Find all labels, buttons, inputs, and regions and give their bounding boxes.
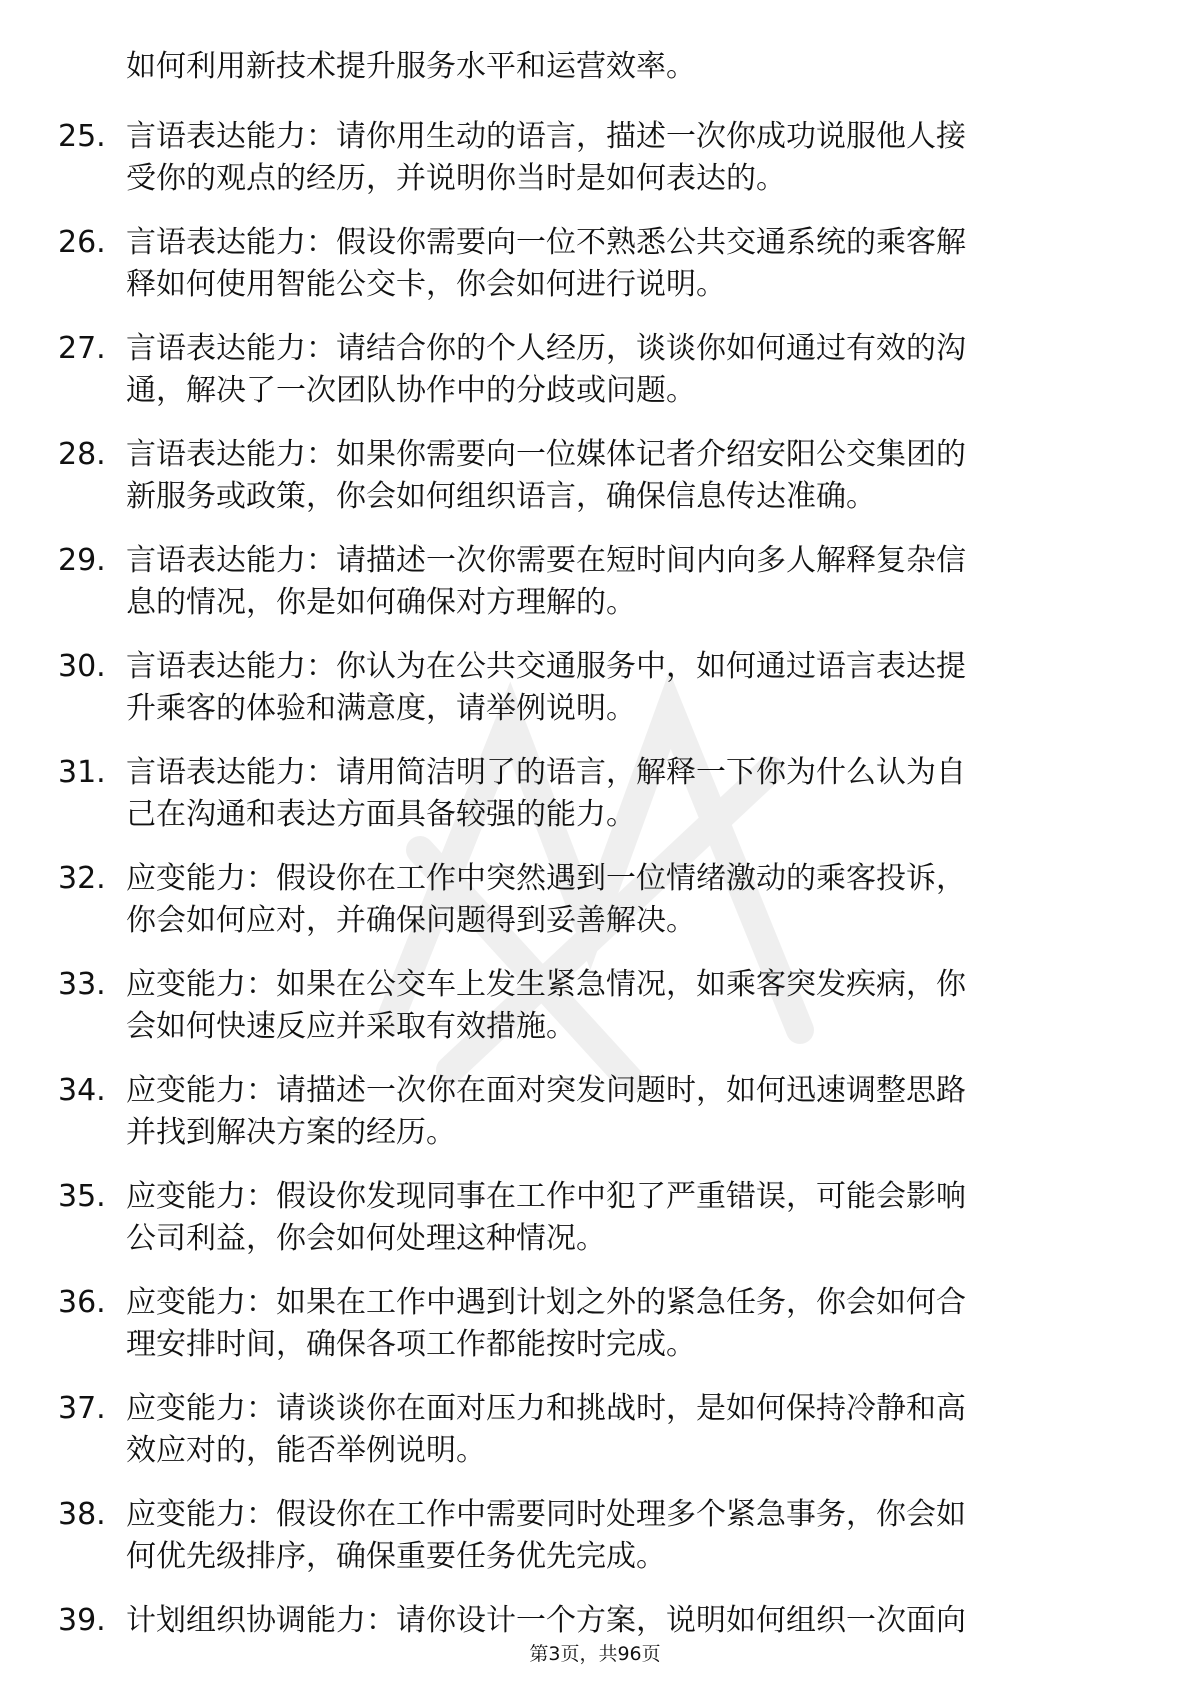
- question-item: [58, 1070, 1108, 1154]
- question-text: 应变能力：假设你在工作中需要同时处理多个紧急事务，你会如 何优先级排序，确保重要任务优先完成。: [126, 1497, 966, 1574]
- question-text: 言语表达能力：你认为在公共交通服务中，如何通过语言表达提 升乘客的体验和满意度，请举例说明。: [126, 649, 966, 726]
- question-number: 31.: [58, 755, 106, 790]
- question-text: 应变能力：请谈谈你在面对压力和挑战时，是如何保持冷静和高 效应对的，能否举例说明。: [126, 1391, 966, 1468]
- question-text: 应变能力：如果在公交车上发生紧急情况，如乘客突发疾病，你 会如何快速反应并采取有效措施。: [126, 967, 966, 1044]
- question-item: [58, 1388, 1108, 1472]
- question-number: 36.: [58, 1285, 106, 1320]
- question-item: [58, 434, 1108, 518]
- question-number: 28.: [58, 437, 106, 472]
- question-text: 计划组织协调能力：请你设计一个方案，说明如何组织一次面向: [126, 1603, 966, 1638]
- question-text: 言语表达能力：假设你需要向一位不熟悉公共交通系统的乘客解 释如何使用智能公交卡，你会如何进行说明。: [126, 225, 966, 302]
- question-item: [58, 328, 1108, 412]
- question-number: 25.: [58, 119, 106, 154]
- question-text: 言语表达能力：请用简洁明了的语言，解释一下你为什么认为自 己在沟通和表达方面具备较强的能力。: [126, 755, 966, 832]
- question-text: 应变能力：假设你在工作中突然遇到一位情绪激动的乘客投诉， 你会如何应对，并确保问题得到妥善解决。: [126, 861, 966, 938]
- question-text: 言语表达能力：如果你需要向一位媒体记者介绍安阳公交集团的 新服务或政策，你会如何组织语言，确保信息传达准确。: [126, 437, 966, 514]
- question-number: 38.: [58, 1497, 106, 1532]
- question-number: 37.: [58, 1391, 106, 1426]
- question-number: 32.: [58, 861, 106, 896]
- question-number: 35.: [58, 1179, 106, 1214]
- question-number: 34.: [58, 1073, 106, 1108]
- question-item: [58, 1282, 1108, 1366]
- question-list: [58, 46, 1108, 1664]
- question-text: 言语表达能力：请描述一次你需要在短时间内向多人解释复杂信 息的情况，你是如何确保对方理解的。: [126, 543, 966, 620]
- question-item: [58, 858, 1108, 942]
- question-text: 言语表达能力：请你用生动的语言，描述一次你成功说服他人接 受你的观点的经历，并说明你当时是如何表达的。: [126, 119, 966, 196]
- question-text: 应变能力：如果在工作中遇到计划之外的紧急任务，你会如何合 理安排时间，确保各项工作都能按时完成。: [126, 1285, 966, 1362]
- question-item: [58, 1176, 1108, 1260]
- question-item: [58, 752, 1108, 836]
- question-number: 29.: [58, 543, 106, 578]
- question-item: [58, 1494, 1108, 1578]
- question-text: 言语表达能力：请结合你的个人经历，谈谈你如何通过有效的沟 通，解决了一次团队协作中的分歧或问题。: [126, 331, 966, 408]
- question-item: [58, 540, 1108, 624]
- question-number: 33.: [58, 967, 106, 1002]
- question-number: 30.: [58, 649, 106, 684]
- question-text: 应变能力：请描述一次你在面对突发问题时，如何迅速调整思路 并找到解决方案的经历。: [126, 1073, 966, 1150]
- question-item: [58, 646, 1108, 730]
- question-item: [58, 116, 1108, 200]
- question-number: 27.: [58, 331, 106, 366]
- question-text: 应变能力：假设你发现同事在工作中犯了严重错误，可能会影响 公司利益，你会如何处理这种情况。: [126, 1179, 966, 1256]
- page-footer: 第3页，共96页: [529, 1643, 661, 1665]
- question-item: [58, 222, 1108, 306]
- question-number: 39.: [58, 1603, 106, 1638]
- question-item: [58, 1600, 1108, 1642]
- continuation-text: 如何利用新技术提升服务水平和运营效率。: [126, 49, 696, 84]
- question-number: 26.: [58, 225, 106, 260]
- question-item: [58, 964, 1108, 1048]
